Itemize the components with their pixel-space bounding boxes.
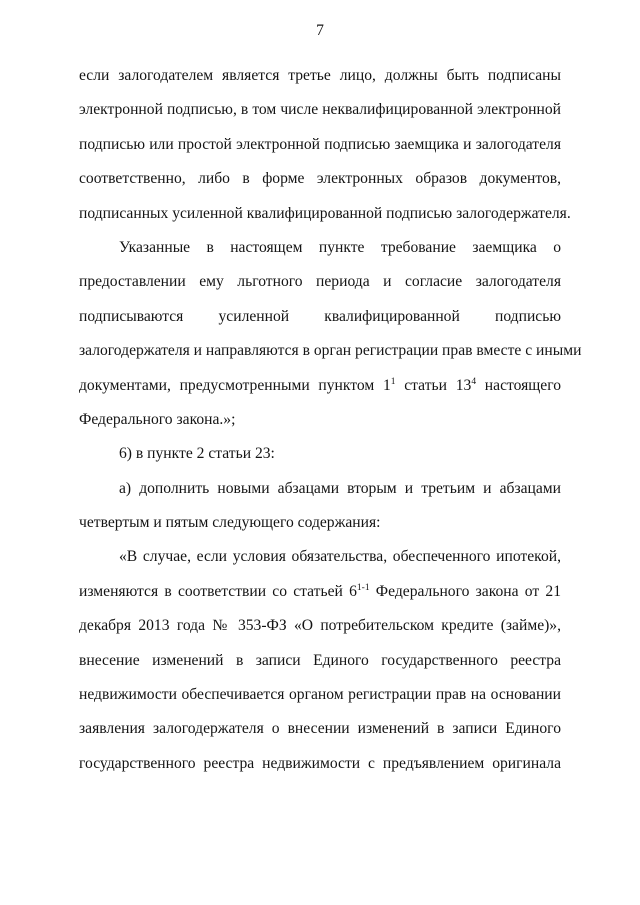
text-line <box>79 135 561 169</box>
text-line <box>79 651 561 685</box>
document-body <box>79 66 582 788</box>
line-text: предоставлении ему льготного периода и согласие залогодателя <box>79 273 561 291</box>
text-line <box>79 616 561 650</box>
line-text: декабря 2013 года № 353-ФЗ «О потребительском кредите (займе)», <box>79 617 561 635</box>
line-text: документами, предусмотренными пунктом 1 <box>79 376 391 394</box>
text-line <box>79 719 561 753</box>
line-text: заявления залогодержателя о внесении изменений в записи Единого <box>79 720 561 738</box>
text-line <box>79 513 561 547</box>
line-text: если залогодателем является третье лицо, должны быть подписаны <box>79 67 561 84</box>
text-line <box>79 582 561 616</box>
text-line <box>79 238 561 272</box>
text-line <box>79 66 561 100</box>
text-line <box>79 100 561 134</box>
line-text: статьи 13 <box>395 376 472 394</box>
text-line <box>79 444 561 478</box>
text-line <box>79 547 561 581</box>
text-line <box>79 479 561 513</box>
line-text: недвижимости обеспечивается органом регистрации прав на основании <box>79 686 561 704</box>
text-line <box>79 169 561 203</box>
line-text: Федерального закона.»; <box>79 410 236 428</box>
line-text: «В случае, если условия обязательства, обеспеченного ипотекой, <box>119 548 561 566</box>
superscript: 4 <box>471 376 477 387</box>
line-text: залогодержателя и направляются в орган регистрации прав вместе с иными <box>79 342 582 360</box>
line-text: внесение изменений в записи Единого государственного реестра <box>79 651 561 669</box>
text-line <box>79 272 561 306</box>
line-text: соответственно, либо в форме электронных образов документов, <box>79 170 561 188</box>
line-text: изменяются в соответствии со статьей 6 <box>79 582 357 600</box>
text-line <box>79 341 582 375</box>
superscript: 1-1 <box>356 582 370 593</box>
superscript: 1 <box>390 376 396 387</box>
text-line <box>79 685 561 719</box>
line-text: подписываются усиленной квалифицированной подписью <box>79 307 561 325</box>
line-text: 6) в пункте 2 статьи 23: <box>119 445 275 463</box>
line-text: государственного реестра недвижимости с предъявлением оригинала <box>79 754 561 772</box>
line-text: подписанных усиленной квалифицированной подписью залогодержателя. <box>79 204 571 222</box>
line-text: электронной подписью, в том числе неквалифицированной электронной <box>79 101 561 119</box>
line-text: Указанные в настоящем пункте требование заемщика о <box>119 238 561 256</box>
text-line <box>79 376 561 410</box>
text-line <box>79 307 561 341</box>
line-text: а) дополнить новыми абзацами вторым и третьим и абзацами <box>119 479 561 497</box>
page-number: 7 <box>316 22 324 39</box>
text-line <box>79 754 561 788</box>
text-line <box>79 410 561 444</box>
line-text: подписью или простой электронной подписью заемщика и залогодателя <box>79 135 561 153</box>
line-text: настоящего <box>476 376 562 394</box>
line-text: четвертым и пятым следующего содержания: <box>79 514 381 532</box>
text-line <box>79 204 571 238</box>
line-text: Федерального закона от 21 <box>369 582 561 600</box>
